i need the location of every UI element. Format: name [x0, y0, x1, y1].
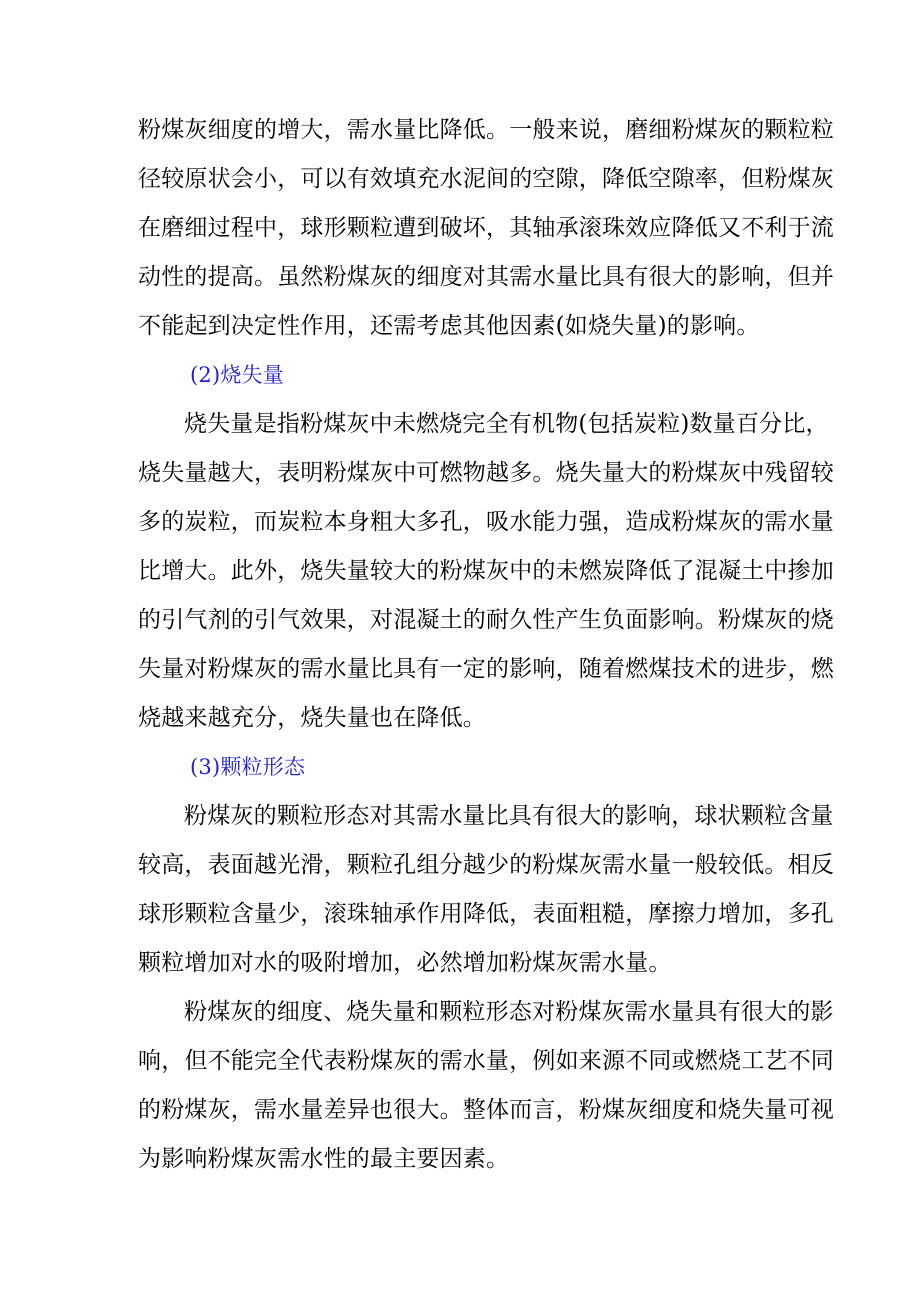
text-line: 烧越来越充分，烧失量也在降低。: [138, 705, 486, 731]
text-line: 的粉煤灰，需水量差异也很大。整体而言，粉煤灰细度和烧失量可视: [138, 1097, 834, 1123]
text-line: 颗粒增加对水的吸附增加，必然增加粉煤灰需水量。: [138, 950, 672, 976]
text-line: 较高，表面越光滑，颗粒孔组分越少的粉煤灰需水量一般较低。相反: [138, 852, 834, 878]
text-line: 多的炭粒，而炭粒本身粗大多孔，吸水能力强，造成粉煤灰的需水量: [138, 509, 834, 535]
text-line: 在磨细过程中，球形颗粒遭到破坏，其轴承滚珠效应降低又不利于流: [138, 215, 834, 241]
text-line: 为影响粉煤灰需水性的最主要因素。: [138, 1146, 510, 1172]
text-line: 的引气剂的引气效果，对混凝土的耐久性产生负面影响。粉煤灰的烧: [138, 607, 834, 633]
text-line: 响，但不能完全代表粉煤灰的需水量，例如来源不同或燃烧工艺不同: [138, 1048, 834, 1074]
text-line: 不能起到决定性作用，还需考虑其他因素(如烧失量)的影响。: [138, 313, 760, 339]
text-line: 径较原状会小，可以有效填充水泥间的空隙，降低空隙率，但粉煤灰: [138, 166, 834, 192]
text-line: 失量对粉煤灰的需水量比具有一定的影响，随着燃煤技术的进步，燃: [138, 656, 834, 682]
text-line: 动性的提高。虽然粉煤灰的细度对其需水量比具有很大的影响，但并: [138, 264, 834, 290]
section-heading-loss-on-ignition: (2)烧失量: [190, 363, 284, 387]
text-line: 粉煤灰的颗粒形态对其需水量比具有很大的影响，球状颗粒含量: [184, 803, 834, 829]
text-line: 粉煤灰细度的增大，需水量比降低。一般来说，磨细粉煤灰的颗粒粒: [138, 117, 834, 143]
section-heading-particle-morphology: (3)颗粒形态: [190, 755, 306, 779]
text-line: 烧失量是指粉煤灰中未燃烧完全有机物(包括炭粒)数量百分比，: [184, 411, 829, 437]
text-line: 比增大。此外，烧失量较大的粉煤灰中的未燃炭降低了混凝土中掺加: [138, 558, 834, 584]
text-line: 烧失量越大，表明粉煤灰中可燃物越多。烧失量大的粉煤灰中残留较: [138, 460, 834, 486]
text-line: 球形颗粒含量少，滚珠轴承作用降低，表面粗糙，摩擦力增加，多孔: [138, 901, 834, 927]
text-line: 粉煤灰的细度、烧失量和颗粒形态对粉煤灰需水量具有很大的影: [184, 999, 834, 1025]
